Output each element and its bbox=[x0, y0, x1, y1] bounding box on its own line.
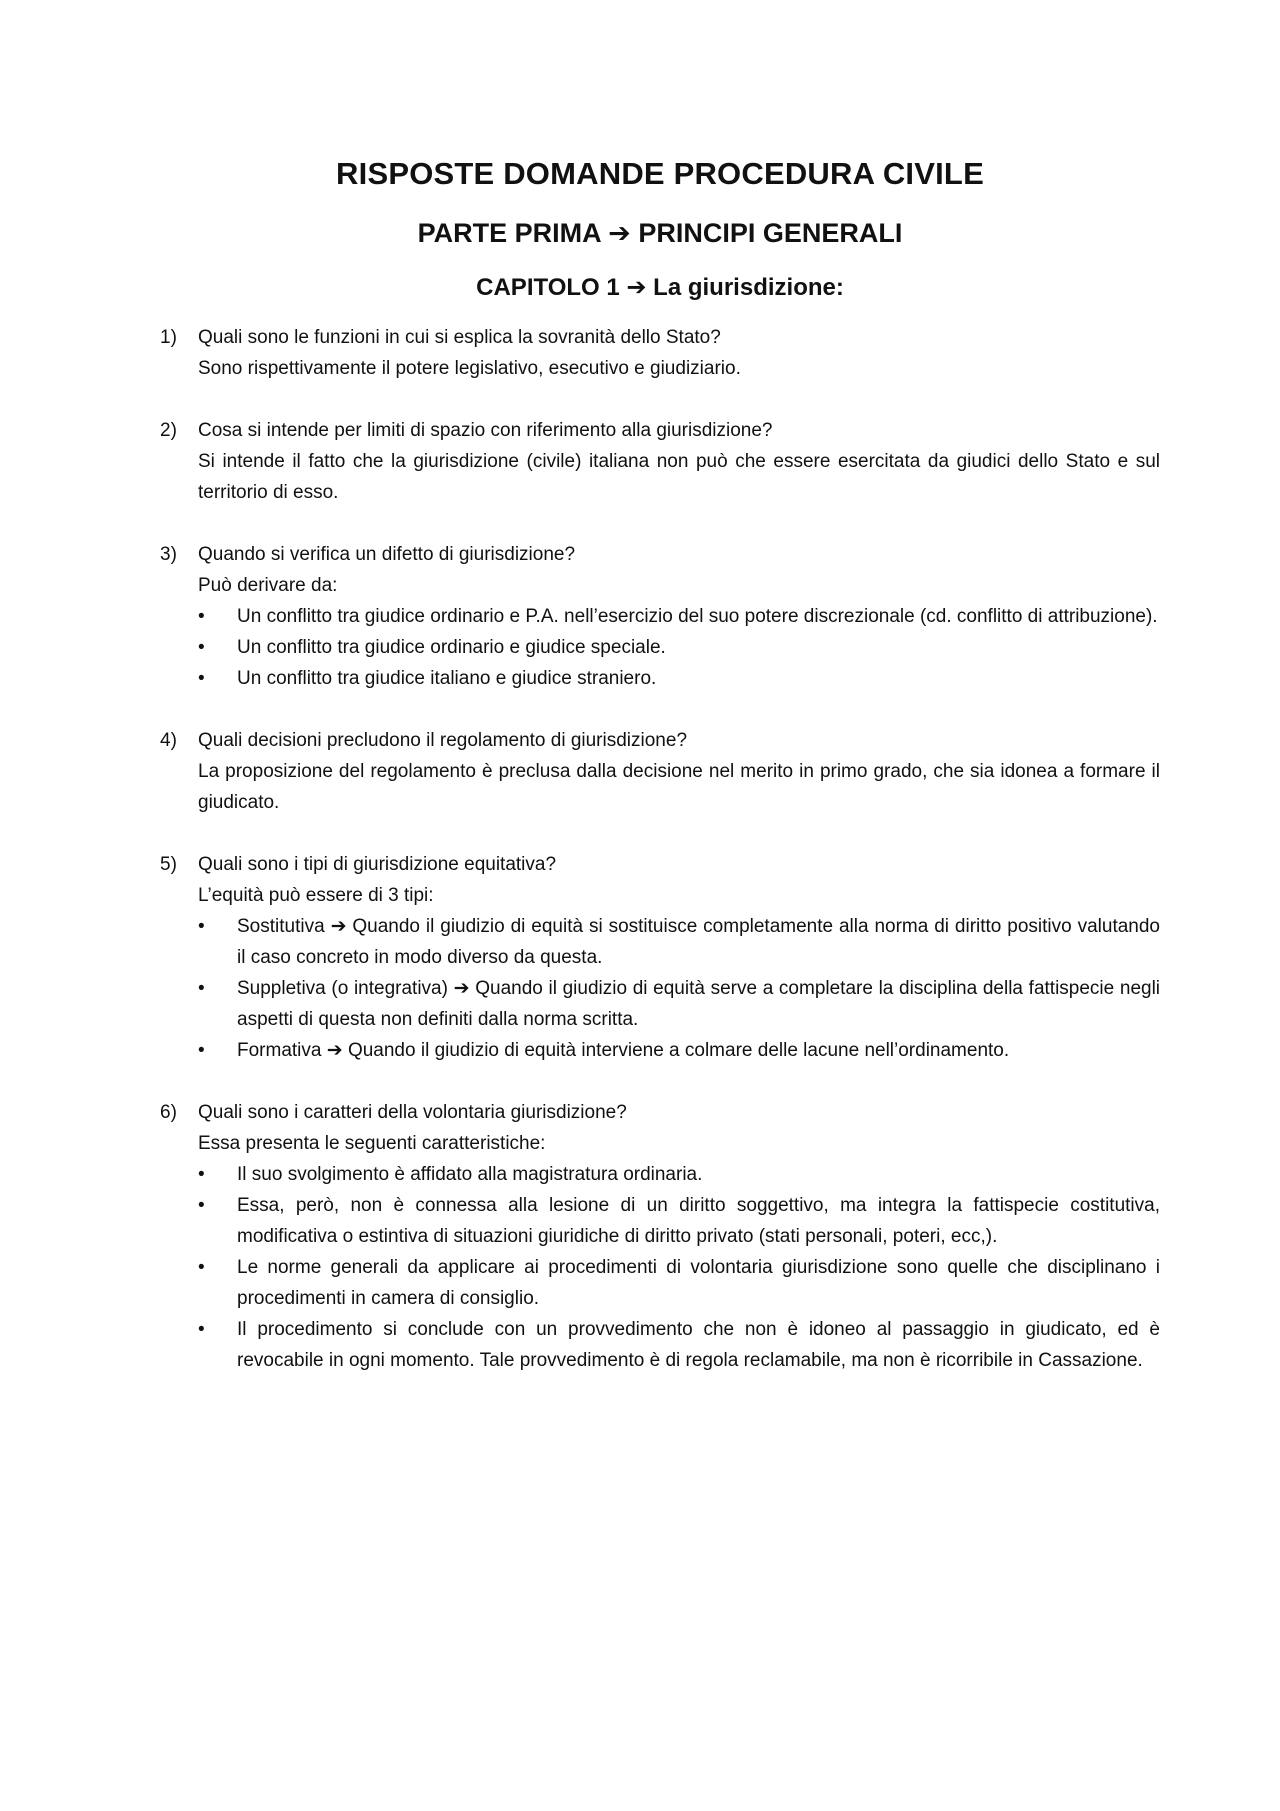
bullet-icon: • bbox=[198, 978, 205, 999]
list-item bbox=[198, 1035, 1160, 1066]
answer-text: Sono rispettivamente il potere legislativo, esecutivo e giudiziario. bbox=[198, 358, 741, 379]
list-item-text: Il procedimento si conclude con un provvedimento che non è idoneo al passaggio in giudicato, ed è revocabile in ogni momento. Tale provvedimento è di regola reclamabile, ma non è ricorribile in Cassazione. bbox=[237, 1319, 1160, 1371]
list-item bbox=[198, 973, 1160, 1035]
bullet-icon: • bbox=[198, 1319, 205, 1340]
arrow-right-icon: ➔ bbox=[453, 978, 470, 999]
answer-list bbox=[198, 601, 1160, 694]
chapter-heading bbox=[160, 273, 1160, 302]
list-item-text bbox=[237, 978, 1160, 1030]
question-block-3 bbox=[160, 539, 1160, 694]
answer-text: La proposizione del regolamento è preclusa dalla decisione nel merito in primo grado, che sia idonea a formare il giudicato. bbox=[198, 761, 1160, 813]
question-text: Quali sono le funzioni in cui si esplica la sovranità dello Stato? bbox=[198, 327, 721, 348]
item-term: Formativa bbox=[237, 1040, 322, 1061]
bullet-icon: • bbox=[198, 1040, 205, 1061]
list-item bbox=[198, 1252, 1160, 1314]
document-body bbox=[160, 156, 1160, 1407]
list-item bbox=[198, 663, 1160, 694]
question-block-2 bbox=[160, 415, 1160, 508]
list-item bbox=[198, 911, 1160, 973]
item-definition: Quando il giudizio di equità interviene a colmare delle lacune nell’ordinamento. bbox=[347, 1040, 1010, 1061]
question-number: 3) bbox=[160, 544, 177, 565]
arrow-right-icon: ➔ bbox=[330, 916, 347, 937]
question-text: Cosa si intende per limiti di spazio con riferimento alla giurisdizione? bbox=[198, 420, 773, 441]
bullet-icon: • bbox=[198, 1257, 205, 1278]
answer-intro: Essa presenta le seguenti caratteristiche: bbox=[198, 1133, 546, 1154]
bullet-icon: • bbox=[198, 668, 205, 689]
chapter-suffix: La giurisdizione: bbox=[653, 274, 844, 301]
question-block-5 bbox=[160, 849, 1160, 1066]
answer-list bbox=[198, 911, 1160, 1066]
question-number: 4) bbox=[160, 730, 177, 751]
part-suffix: PRINCIPI GENERALI bbox=[638, 218, 903, 248]
question-number: 1) bbox=[160, 327, 177, 348]
list-item-text bbox=[237, 1040, 1009, 1061]
list-item-text: Un conflitto tra giudice ordinario e P.A. nell’esercizio del suo potere discrezionale (cd. conflitto di attribuzione). bbox=[237, 606, 1158, 627]
list-item bbox=[198, 1159, 1160, 1190]
part-heading bbox=[160, 218, 1160, 249]
list-item bbox=[198, 1314, 1160, 1376]
list-item bbox=[198, 601, 1160, 632]
list-item-text: Un conflitto tra giudice italiano e giudice straniero. bbox=[237, 668, 657, 689]
document-title: RISPOSTE DOMANDE PROCEDURA CIVILE bbox=[336, 156, 984, 191]
item-term: Sostitutiva bbox=[237, 916, 325, 937]
item-definition: Quando il giudizio di equità serve a completare la disciplina della fattispecie negli aspetti di questa non definiti dalla norma scritta. bbox=[237, 978, 1161, 1030]
question-text: Quali sono i caratteri della volontaria giurisdizione? bbox=[198, 1102, 627, 1123]
arrow-right-icon: ➔ bbox=[608, 218, 631, 248]
answer-list bbox=[198, 1159, 1160, 1376]
list-item bbox=[198, 1190, 1160, 1252]
answer-intro: L’equità può essere di 3 tipi: bbox=[198, 885, 434, 906]
question-text: Quali sono i tipi di giurisdizione equitativa? bbox=[198, 854, 557, 875]
question-block-4 bbox=[160, 725, 1160, 818]
question-number: 2) bbox=[160, 420, 177, 441]
chapter-prefix: CAPITOLO 1 bbox=[476, 274, 620, 301]
answer-intro: Può derivare da: bbox=[198, 575, 338, 596]
question-text: Quando si verifica un difetto di giurisdizione? bbox=[198, 544, 576, 565]
question-block-1 bbox=[160, 322, 1160, 384]
question-block-6 bbox=[160, 1097, 1160, 1376]
bullet-icon: • bbox=[198, 637, 205, 658]
arrow-right-icon: ➔ bbox=[626, 274, 647, 301]
bullet-icon: • bbox=[198, 1164, 205, 1185]
question-text: Quali decisioni precludono il regolamento di giurisdizione? bbox=[198, 730, 688, 751]
question-number: 5) bbox=[160, 854, 177, 875]
bullet-icon: • bbox=[198, 916, 205, 937]
item-definition: Quando il giudizio di equità si sostituisce completamente alla norma di diritto positivo valutando il caso concreto in modo diverso da questa. bbox=[237, 916, 1160, 968]
list-item-text: Essa, però, non è connessa alla lesione di un diritto soggettivo, ma integra la fattispecie costitutiva, modificativa o estintiva di situazioni giuridiche di diritto privato (stati personali, poteri, ecc,). bbox=[237, 1195, 1160, 1247]
item-term: Suppletiva (o integrativa) bbox=[237, 978, 448, 999]
list-item bbox=[198, 632, 1160, 663]
answer-text: Si intende il fatto che la giurisdizione (civile) italiana non può che essere esercitata da giudici dello Stato e sul territorio di esso. bbox=[198, 451, 1160, 503]
list-item-text: Il suo svolgimento è affidato alla magistratura ordinaria. bbox=[237, 1164, 703, 1185]
arrow-right-icon: ➔ bbox=[326, 1040, 343, 1061]
list-item-text: Un conflitto tra giudice ordinario e giudice speciale. bbox=[237, 637, 666, 658]
bullet-icon: • bbox=[198, 606, 205, 627]
bullet-icon: • bbox=[198, 1195, 205, 1216]
list-item-text bbox=[237, 916, 1160, 968]
part-prefix: PARTE PRIMA bbox=[417, 218, 601, 248]
list-item-text: Le norme generali da applicare ai procedimenti di volontaria giurisdizione sono quelle che disciplinano i procedimenti in camera di consiglio. bbox=[237, 1257, 1160, 1309]
question-number: 6) bbox=[160, 1102, 177, 1123]
